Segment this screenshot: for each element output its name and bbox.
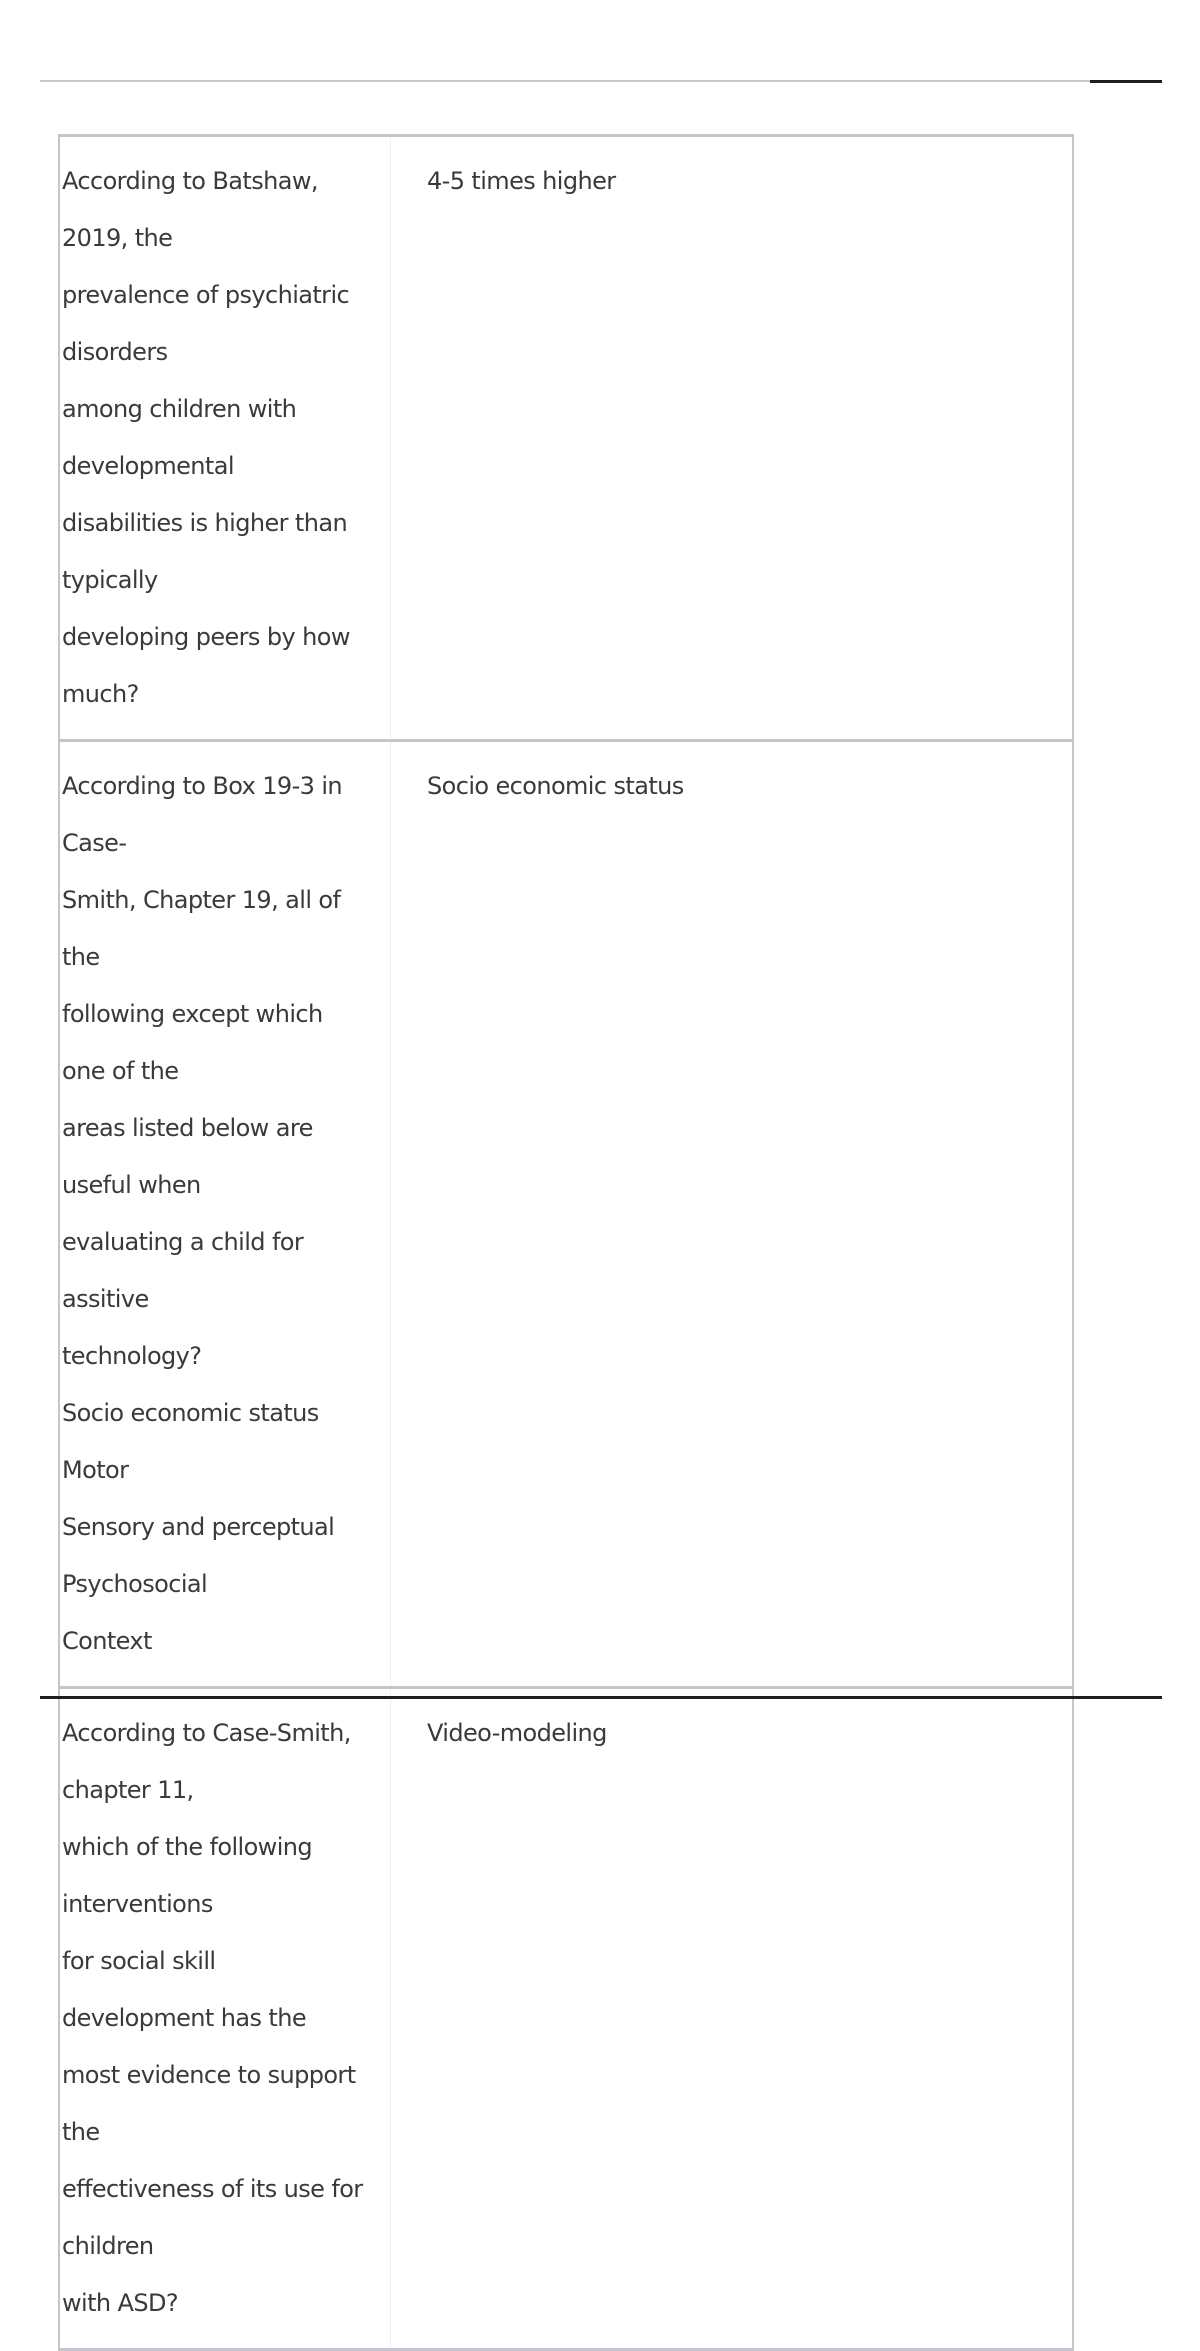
term-line: According to Box 19-3 in Case- bbox=[62, 772, 343, 857]
term-cell bbox=[59, 1688, 391, 2350]
footer-divider bbox=[40, 1696, 1162, 1699]
term-line: among children with developmental bbox=[62, 395, 297, 480]
option-line: Psychosocial bbox=[62, 1570, 208, 1598]
term-line: which of the following interventions bbox=[62, 1833, 313, 1918]
term-line: areas listed below are useful when bbox=[62, 1114, 313, 1199]
term-cell bbox=[59, 136, 391, 741]
term-line: evaluating a child for assitive bbox=[62, 1228, 304, 1313]
term-line: Smith, Chapter 19, all of the bbox=[62, 886, 341, 971]
table-row bbox=[59, 136, 1073, 741]
table-row bbox=[59, 1688, 1073, 2350]
flashcard-table bbox=[58, 134, 1074, 2351]
definition-cell: 4-5 times higher bbox=[391, 136, 1074, 741]
option-line: Sensory and perceptual bbox=[62, 1513, 335, 1541]
option-line: Context bbox=[62, 1627, 152, 1655]
term-line: following except which one of the bbox=[62, 1000, 323, 1085]
term-line: According to Batshaw, 2019, the bbox=[62, 167, 318, 252]
term-line: technology? bbox=[62, 1342, 202, 1370]
term-line: developing peers by how much? bbox=[62, 623, 350, 708]
header-divider bbox=[40, 80, 1090, 82]
term-line: most evidence to support the bbox=[62, 2061, 356, 2146]
term-cell bbox=[59, 741, 391, 1688]
option-line: Socio economic status bbox=[62, 1399, 319, 1427]
term-line: effectiveness of its use for children bbox=[62, 2175, 363, 2260]
option-line: Motor bbox=[62, 1456, 129, 1484]
term-line: for social skill development has the bbox=[62, 1947, 306, 2032]
table-row bbox=[59, 741, 1073, 1688]
definition-cell: Video-modeling bbox=[391, 1688, 1074, 2350]
term-line: According to Case-Smith, chapter 11, bbox=[62, 1719, 351, 1804]
term-line: with ASD? bbox=[62, 2289, 179, 2317]
definition-cell: Socio economic status bbox=[391, 741, 1074, 1688]
header-divider-accent bbox=[1090, 80, 1162, 83]
term-line: prevalence of psychiatric disorders bbox=[62, 281, 350, 366]
term-line: disabilities is higher than typically bbox=[62, 509, 348, 594]
